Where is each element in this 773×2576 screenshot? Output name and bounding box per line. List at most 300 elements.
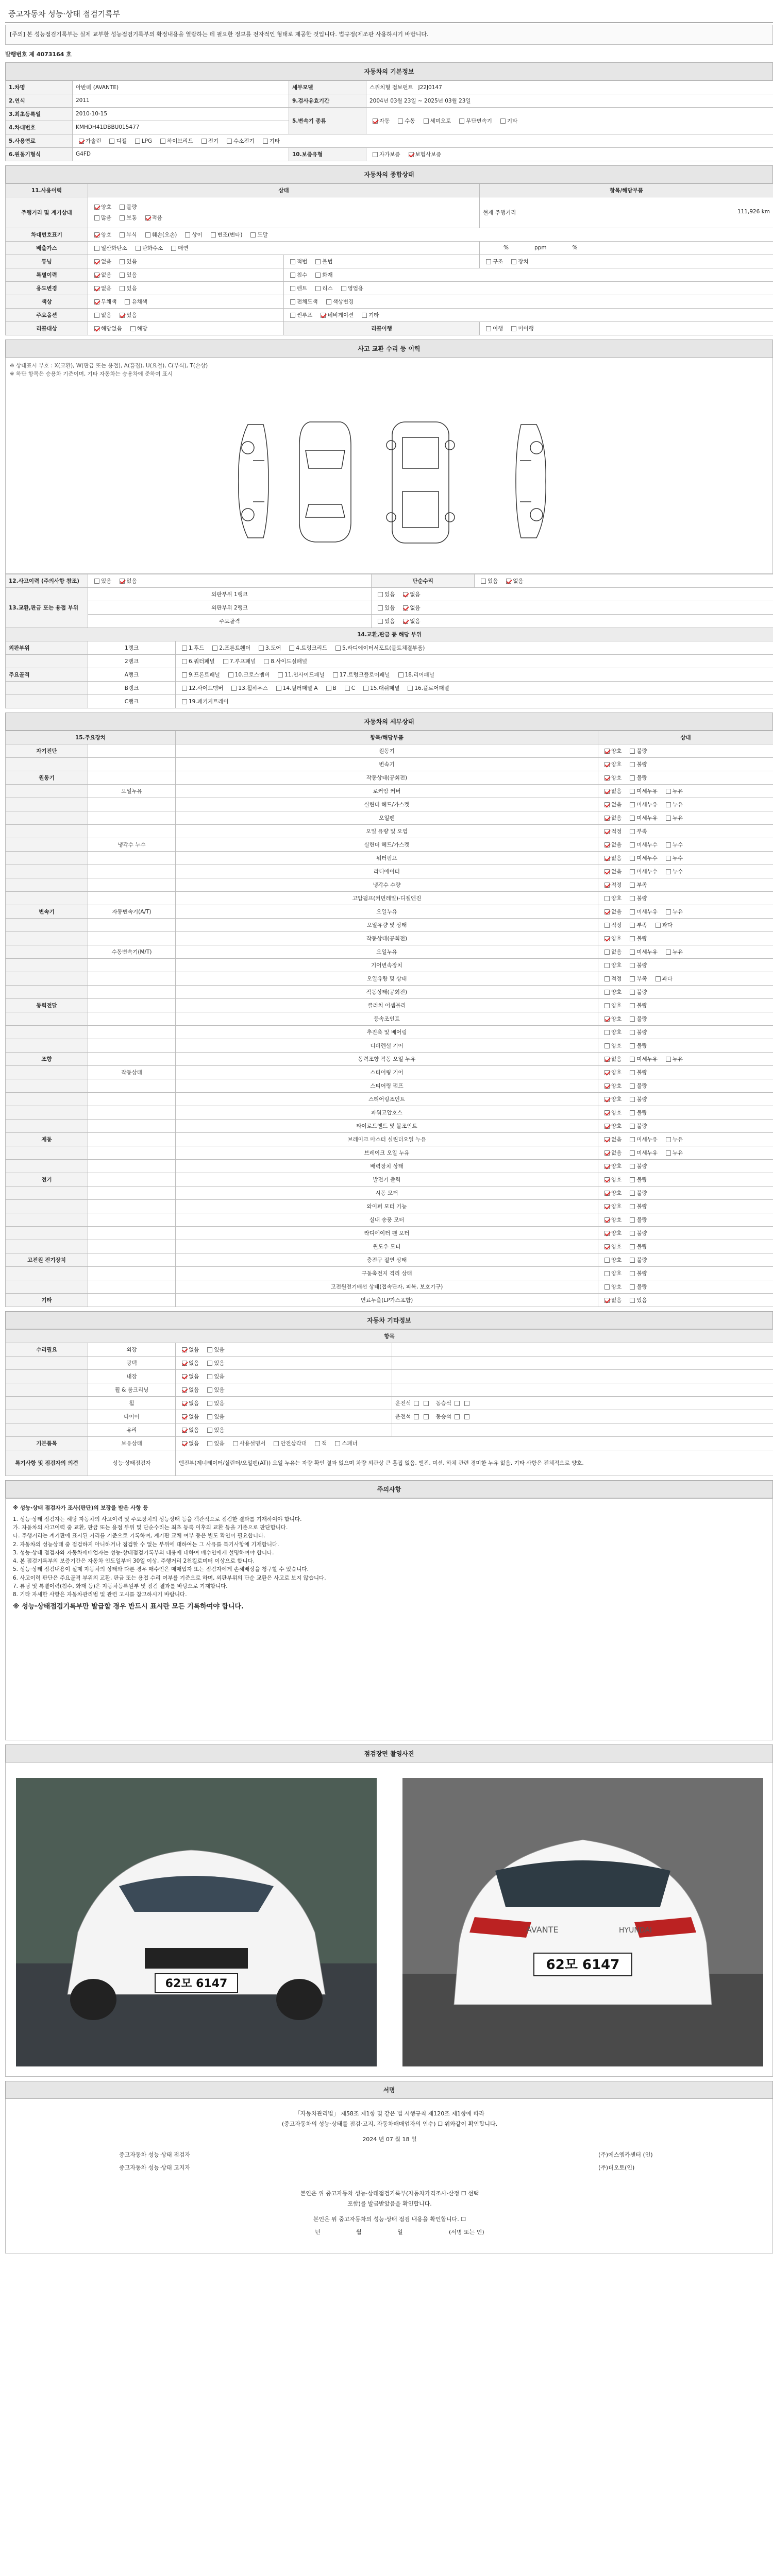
accident-row [6,574,773,587]
other-row [6,1396,773,1410]
detail-item: 발전기 출력 [176,1173,598,1186]
recall-done-option: 미이행 [508,325,533,332]
checkbox-icon [182,1414,187,1419]
repair-option: 있음 [478,577,498,585]
checkbox-icon [630,990,635,995]
detail-state-option: 불량 [627,894,647,902]
emission-label: 배출가스 [6,241,88,255]
mileage-row [6,197,773,228]
opinion-item: 성능·상태점검자 [88,1450,176,1476]
notes-section-title: 주의사항 [5,1480,773,1498]
other-state-option: 없음 [179,1413,199,1420]
checkbox-icon [223,659,228,664]
detail-row [6,744,773,757]
front-photo [16,1778,377,2066]
checkbox-icon [630,1083,635,1089]
other-row [6,1369,773,1383]
detail-sub [88,1106,176,1119]
other-header-row [6,1329,773,1343]
accident-label: 12.사고이력 (주의사항 참조) [6,574,88,587]
detail-row [6,1119,773,1132]
checkbox-icon [363,686,368,691]
checkbox-icon [604,869,610,874]
checkbox-icon [136,246,141,251]
basic-item-option: 사용설명서 [230,1439,266,1447]
detail-state [598,798,773,811]
checkbox-icon [604,1043,610,1048]
basic-items-row [6,1436,773,1450]
detail-item: 기어변속장치 [176,958,598,972]
buyer-month: 월 [356,2228,362,2235]
detail-item: 브레이크 마스터 실린더오일 누유 [176,1132,598,1146]
mileage-level-option: 보통 [116,214,137,222]
detail-sub [88,891,176,905]
other-group: 수리필요 [6,1343,88,1356]
checkbox-icon [656,923,661,928]
checkbox-icon [182,1347,187,1352]
checkbox-icon [604,1231,610,1236]
part-option: 8.사이드실패널 [261,657,307,665]
part-option: 13.휠하우스 [228,684,267,692]
color-row [6,295,773,308]
checkbox-icon [464,1401,469,1406]
basic-row [6,147,773,161]
document-title: 중고자동차 성능·상태 점검기록부 [5,5,773,23]
detail-state [598,1079,773,1092]
detail-item: 디퍼렌셜 기어 [176,1039,598,1052]
other-state [176,1383,392,1396]
detail-group [6,972,88,985]
parts-row [6,641,773,654]
other-state-option: 있음 [204,1413,224,1420]
detail-state-option: 부족 [627,881,647,889]
checkbox-icon [455,1401,460,1406]
detail-state-option: 양호 [601,1189,621,1197]
note-line: 2. 자동차의 성능상태 중 점검하지 아니하거나 점검할 수 없는 부위에 대하여는 그 사유를 특기사항에 기재합니다. [13,1541,279,1548]
fuel-option: 전기 [198,137,219,145]
detail-state-option: 미세누수 [627,868,658,875]
vin-mark-option: 양호 [91,231,111,239]
detail-state-option: 양호 [601,961,621,969]
detail-group: 기타 [6,1293,88,1307]
checkbox-icon [182,672,187,677]
checkbox-icon [604,936,610,941]
front-plate: 62모 6147 [165,1977,228,1990]
other-state [176,1410,392,1423]
buyer-day: 일 [397,2228,403,2235]
detail-row [6,958,773,972]
checkbox-icon [604,883,610,888]
checkbox-icon [333,672,338,677]
recall-options [88,321,284,335]
note-line: 1. 성능·상태 점검자는 해당 자동차의 사고이력 및 주요장치의 성능상태 등을 객관적으로 점검한 결과를 기재하여야 합니다. [13,1516,302,1522]
detail-sub [88,985,176,998]
detail-sub [88,1213,176,1226]
detail-item: 타이로드엔드 및 볼조인트 [176,1119,598,1132]
major-option-row [6,308,773,321]
general-state-table [5,183,773,335]
car-outline-diagram [227,414,557,548]
checkbox-icon [630,856,635,861]
special-type-option: 화재 [312,271,332,279]
checkbox-icon [231,686,237,691]
detail-state [598,1240,773,1253]
detail-item: 스티어링 펌프 [176,1079,598,1092]
checkbox-icon [378,592,383,597]
part-option: 6.쿼터패널 [179,657,215,665]
detail-group [6,824,88,838]
checkbox-icon [207,1347,212,1352]
detail-sub [88,1240,176,1253]
checkbox-icon [486,259,491,264]
checkbox-icon [486,326,491,331]
checkbox-icon [145,215,150,221]
detail-group [6,958,88,972]
detail-item: 실린더 헤드/가스켓 [176,798,598,811]
checkbox-icon [666,789,671,794]
major-options [88,308,284,321]
detail-row [6,931,773,945]
checkbox-icon [398,118,403,124]
usage-type-option: 영업용 [338,284,363,292]
detail-group [6,1065,88,1079]
checkbox-icon [182,1361,187,1366]
detail-state-option: 누유 [663,908,683,916]
other-side [392,1410,773,1423]
checkbox-icon [182,699,187,704]
checkbox-icon [630,802,635,807]
detail-item: 냉각수 수량 [176,878,598,891]
rank-row [6,587,773,601]
detail-state-option: 불량 [627,1283,647,1291]
parts-items [176,681,773,694]
basic-section-title: 자동차의 기본정보 [5,62,773,80]
part-option: 17.트렁크플로어패널 [330,671,390,679]
detail-state-option: 누유 [663,1149,683,1157]
detail-state [598,1213,773,1226]
checkbox-icon [656,976,661,981]
detail-state [598,1266,773,1280]
usage-label: 용도변경 [6,281,88,295]
checkbox-icon [630,1070,635,1075]
other-state-option: 있음 [204,1399,224,1407]
parts-items [176,694,773,708]
checkbox-icon [604,842,610,848]
detail-sub: 자동변속기(A/T) [88,905,176,918]
checkbox-icon [182,1441,187,1446]
detail-body [6,744,773,1307]
checkbox-icon [424,118,429,124]
checkbox-icon [604,1204,610,1209]
checkbox-icon [207,1428,212,1433]
detail-item: 연료누출(LP가스포함) [176,1293,598,1307]
detail-state-option: 미세누유 [627,1055,658,1063]
tuning-legal-option: 적법 [287,258,307,265]
detail-group [6,1012,88,1025]
detail-row [6,1240,773,1253]
detail-head-state: 상태 [598,731,773,744]
part-option: 11.인사이드패널 [275,671,325,679]
detail-item: 작동상태(공회전) [176,771,598,784]
detail-state [598,985,773,998]
detail-state-option: 미세누유 [627,1136,658,1143]
detail-state-option: 없음 [601,854,621,862]
detail-state-option: 없음 [601,1136,621,1143]
detail-row [6,918,773,931]
buyer-sign: (서명 또는 인) [449,2228,484,2235]
tuning-option: 있음 [116,258,137,265]
tuning-options [88,255,284,268]
checkbox-icon [182,659,187,664]
checkbox-icon [630,1258,635,1263]
usage-options [88,281,284,295]
detail-row [6,784,773,798]
detail-row [6,824,773,838]
checkbox-icon [630,1244,635,1249]
detail-sub [88,1079,176,1092]
detail-row [6,1226,773,1240]
checkbox-icon [666,869,671,874]
detail-state-option: 양호 [601,1042,621,1049]
detail-state [598,1253,773,1266]
rank-options [372,601,773,614]
detail-item: 구동축전지 격리 상태 [176,1266,598,1280]
detail-state-option: 없음 [601,1055,621,1063]
checkbox-icon [630,1097,635,1102]
usage-row [6,281,773,295]
rear-plate: 62모 6147 [546,1957,620,1973]
notes-subtitle: ※ 성능·상태 점검자가 조사(판단)의 보장을 받은 사항 등 [13,1504,148,1511]
repair-option: 없음 [503,577,523,585]
detail-sub [88,998,176,1012]
major-option-label: 주요옵션 [6,308,88,321]
checkbox-icon [604,1137,610,1142]
detail-item: 라디에이터 팬 모터 [176,1226,598,1240]
detail-state-option: 미세누유 [627,814,658,822]
checkbox-icon [207,1361,212,1366]
warranty-label: 10.보증유형 [289,147,366,161]
detail-row [6,985,773,998]
major-item-option: 기타 [359,311,379,319]
checkbox-icon [424,1414,429,1419]
note-line: 8. 기타 자세한 사항은 자동차관리법 및 관련 고시를 참고하시기 바랍니다. [13,1591,187,1598]
other-row [6,1356,773,1369]
checkbox-icon [207,1401,212,1406]
detail-row [6,1266,773,1280]
basic-item-option: 안전삼각대 [271,1439,307,1447]
usage-option: 없음 [91,284,111,292]
detail-group [6,1146,88,1159]
checkbox-icon [604,1177,610,1182]
special-row [6,268,773,281]
inspector-name: (주)에스엠카센터 (인) [598,2151,653,2158]
checkbox-icon [182,1374,187,1379]
checkbox-icon [630,1030,635,1035]
detail-state-option: 없음 [601,801,621,808]
note-line: 7. 튜닝 및 특별이력(침수, 화재 등)은 자동차등록원부 및 점검 결과를 바탕으로 기재합니다. [13,1583,228,1589]
checkbox-icon [604,1284,610,1290]
detail-state-option: 부족 [627,975,647,982]
detail-sub [88,1159,176,1173]
checkbox-icon [120,215,125,221]
checkbox-icon [630,1124,635,1129]
note-line: 나. 주행거리는 계기판에 표시된 거리를 기준으로 기록하며, 계기판 교체 여부 등은 별도 확인이 필요합니다. [13,1533,265,1539]
detail-row [6,838,773,851]
detail-state [598,1132,773,1146]
fuel-option: 기타 [260,137,280,145]
rank-option: 없음 [400,617,420,625]
rank-options [372,587,773,601]
detail-state-option: 양호 [601,1256,621,1264]
detail-sub [88,1253,176,1266]
checkbox-icon [459,118,464,124]
detail-state-option: 양호 [601,1015,621,1023]
checkbox-icon [94,579,99,584]
detail-state [598,1039,773,1052]
detail-group [6,757,88,771]
basic-item-option: 있음 [204,1439,224,1447]
checkbox-icon [207,1374,212,1379]
checkbox-icon [630,883,635,888]
detail-row [6,1106,773,1119]
detail-state [598,1146,773,1159]
detail-state-option: 불량 [627,1243,647,1250]
detail-group: 원동기 [6,771,88,784]
checkbox-icon [326,299,331,304]
checkbox-icon [630,1110,635,1115]
detail-item: 배력장치 상태 [176,1159,598,1173]
rear-car-image [402,1778,763,2066]
detail-state [598,1065,773,1079]
car-diagram-area [5,358,773,574]
major-item-option: 네비게이션 [317,311,354,319]
checkbox-icon [604,789,610,794]
detail-row [6,1012,773,1025]
parts-group [6,654,88,668]
first-reg-label: 3.최초등록일 [6,107,73,121]
other-state-option: 없음 [179,1346,199,1353]
detail-item: 오일유량 및 상태 [176,918,598,931]
detail-group [6,1240,88,1253]
simple-repair-label: 단순수리 [372,574,475,587]
buyer-year: 년 [315,2228,321,2235]
checkbox-icon [228,672,233,677]
usage-type-option: 리스 [312,284,332,292]
checkbox-icon [604,1124,610,1129]
checkbox-icon [604,923,610,928]
detail-item: 시동 모터 [176,1186,598,1199]
other-group [6,1383,88,1396]
detail-group: 고전원 전기장치 [6,1253,88,1266]
detail-state [598,1199,773,1213]
statement-line-1: 「자동차관리법」 제58조 제1항 및 같은 법 시행규칙 제120조 제1항에 따라 [294,2110,485,2117]
part-option: 10.크로스멤버 [225,671,270,679]
checkbox-icon [630,749,635,754]
usage-type-options [284,281,773,295]
sign-date: 2024 년 07 월 18 일 [362,2136,417,2143]
detail-sub [88,1186,176,1199]
general-section-title: 자동차의 종합상태 [5,165,773,183]
checkbox-icon [604,775,610,781]
color-option: 무채색 [91,298,116,306]
detail-state-option: 불량 [627,1229,647,1237]
rank-label: 주요골격 [88,614,372,628]
checkbox-icon [335,1441,340,1446]
detail-row [6,771,773,784]
basic-row [6,80,773,94]
vin-label: 4.차대번호 [6,121,73,134]
detail-state-option: 양호 [601,1243,621,1250]
major-item-option: 썬루프 [287,311,312,319]
checkbox-icon [604,1258,610,1263]
checkbox-icon [211,232,216,238]
other-item: 광택 [88,1356,176,1369]
checkbox-icon [94,313,99,318]
detail-sub [88,1132,176,1146]
detail-state-option: 불량 [627,1042,647,1049]
note-line: 6. 사고이력 판단은 주요골격 부위의 교환, 판금 또는 용접 수리 여부를 기준으로 하며, 외판부위의 단순 교환은 사고로 보지 않습니다. [13,1574,326,1581]
other-state [176,1423,392,1436]
warranty-option: 자가보증 [369,150,400,158]
detail-section-title: 자동차의 세부상태 [5,713,773,731]
part-option: 4.트렁크리드 [286,644,327,652]
general-head-item: 11.사용이력 [6,183,88,197]
checkbox-icon [630,1284,635,1290]
detail-sub [88,1226,176,1240]
detail-state-option: 누유 [663,787,683,795]
detail-state-option: 누수 [663,868,683,875]
checkbox-icon [79,139,84,144]
checkbox-icon [604,1271,610,1276]
detail-state [598,838,773,851]
other-state-option: 없음 [179,1426,199,1434]
detail-group [6,891,88,905]
checkbox-icon [630,1191,635,1196]
checkbox-icon [666,842,671,848]
note-line: 가. 자동차의 사고이력 중 교환, 판금 또는 용접 부위 및 단순수리는 최초 등록 이후의 교환 등을 기준으로 판단합니다. [13,1524,288,1531]
dealer-label: 중고자동차 성능·상태 고지자 [119,2164,191,2171]
detail-sub [88,1119,176,1132]
other-side [392,1383,773,1396]
detail-state-option: 양호 [601,894,621,902]
detail-state-option: 양호 [601,1122,621,1130]
checkbox-icon [630,1057,635,1062]
other-state-option: 있음 [204,1346,224,1353]
detail-item: 클러치 어셈블리 [176,998,598,1012]
accident-option: 없음 [116,577,137,585]
rank-label: 외판부위 2랭크 [88,601,372,614]
checkbox-icon [289,646,294,651]
detail-row [6,757,773,771]
photos-section-title: 점검장면 촬영사진 [5,1744,773,1762]
checkbox-icon [604,909,610,914]
detail-state-option: 불량 [627,1216,647,1224]
parts-items [176,668,773,681]
fuel-options [73,134,773,147]
checkbox-icon [125,299,130,304]
mileage-option: 양호 [91,203,111,211]
detail-group [6,798,88,811]
checkbox-icon [278,672,283,677]
other-state-option: 있음 [204,1426,224,1434]
detail-state [598,865,773,878]
checkbox-icon [666,909,671,914]
detail-state-option: 없음 [601,868,621,875]
detail-state-option: 미세누유 [627,801,658,808]
other-state-option: 있음 [204,1359,224,1367]
recall-option: 해당없음 [91,325,122,332]
checkbox-icon [94,273,99,278]
